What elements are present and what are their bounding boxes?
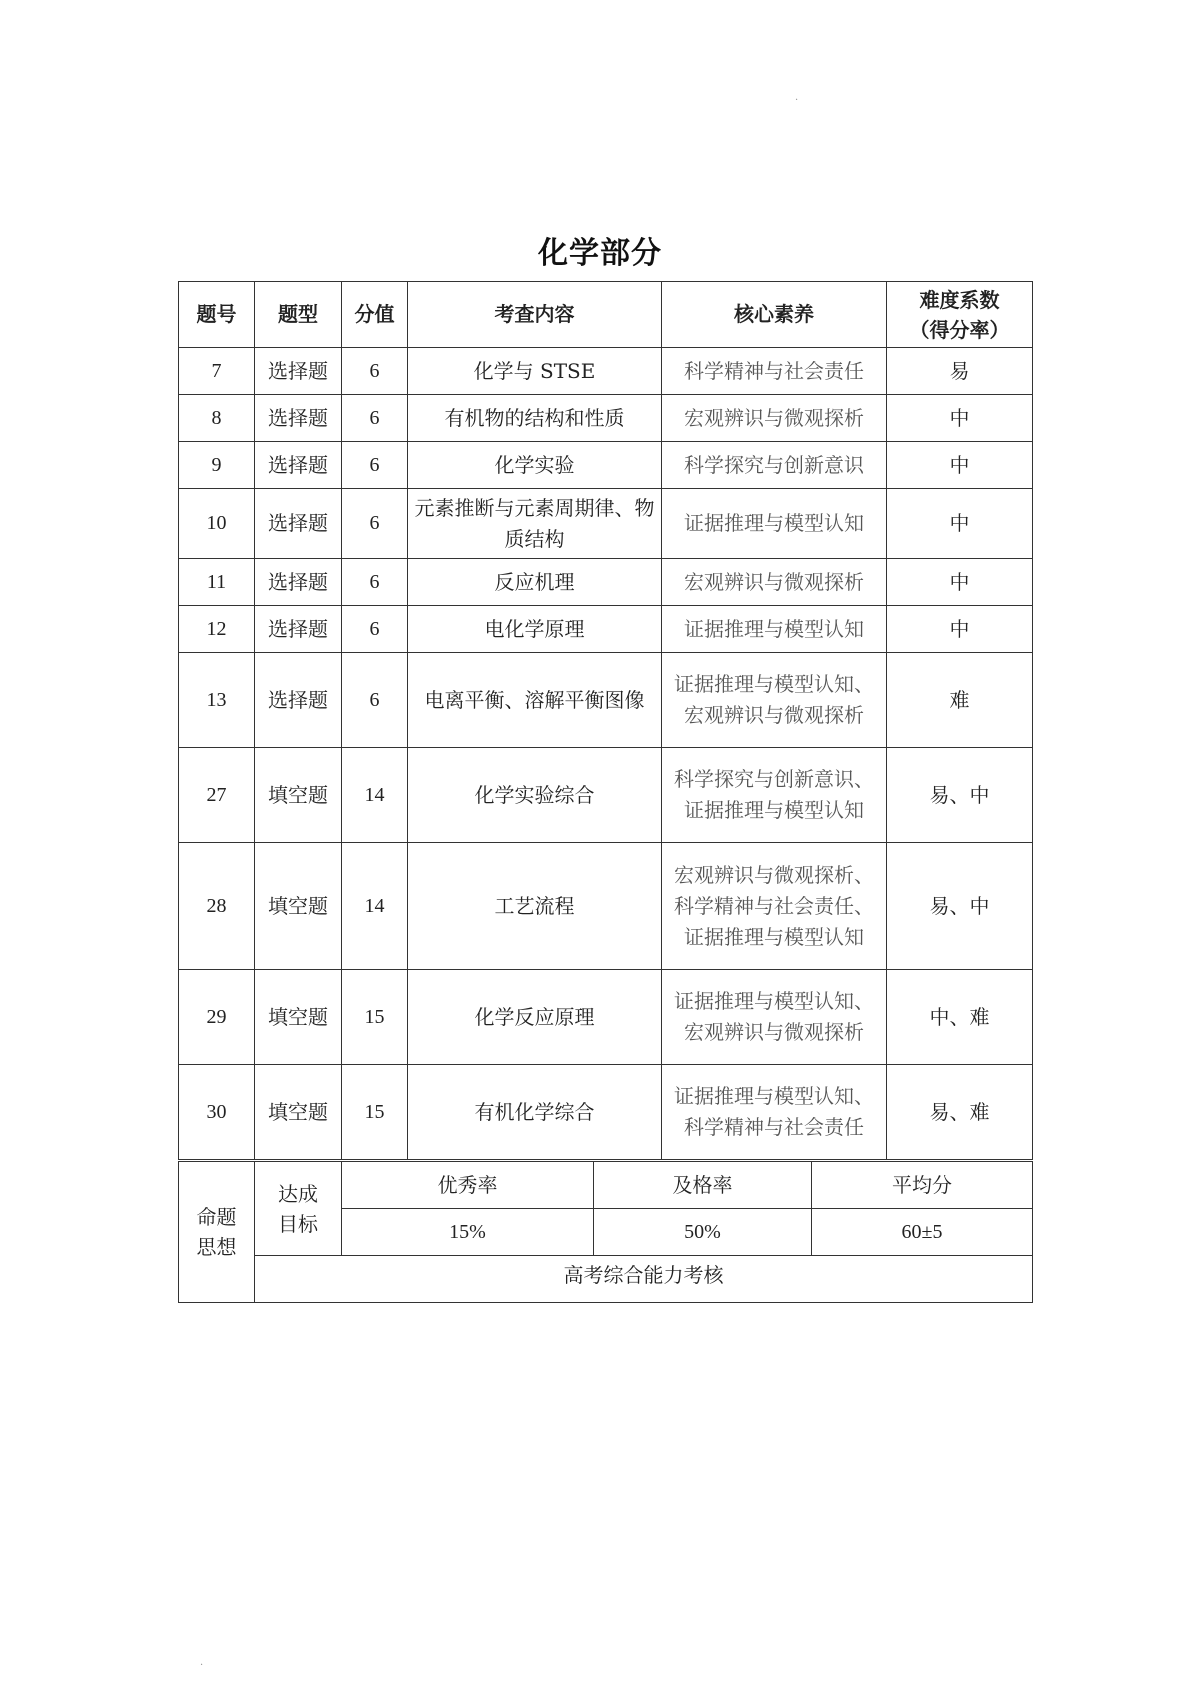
cell-content: 工艺流程 [408,843,662,970]
cell-core-literacy: 科学探究与创新意识 [662,442,887,489]
table-row [179,1065,1033,1160]
header-content: 考查内容 [408,282,662,348]
scan-dot: · [795,95,799,106]
header-question-no: 题号 [179,282,255,348]
table-row [179,442,1033,489]
table-row [179,395,1033,442]
cell-difficulty: 中 [887,395,1033,442]
cell-question-type: 选择题 [255,442,342,489]
cell-question-no: 12 [179,606,255,653]
cell-content: 有机物的结构和性质 [408,395,662,442]
table-row [179,348,1033,395]
cell-question-no: 13 [179,653,255,748]
cell-question-type: 选择题 [255,348,342,395]
table-row [179,970,1033,1065]
cell-difficulty: 中 [887,442,1033,489]
cell-difficulty: 中、难 [887,970,1033,1065]
cell-content: 化学与 STSE [408,348,662,395]
table-row [179,653,1033,748]
cell-content: 有机化学综合 [408,1065,662,1160]
table-row [179,748,1033,843]
cell-score: 14 [342,748,408,843]
cell-score: 6 [342,348,408,395]
cell-score: 6 [342,489,408,559]
cell-question-type: 填空题 [255,1065,342,1160]
cell-question-no: 28 [179,843,255,970]
cell-question-type: 填空题 [255,970,342,1065]
cell-core-literacy: 科学精神与社会责任 [662,348,887,395]
cell-content: 电离平衡、溶解平衡图像 [408,653,662,748]
cell-content: 电化学原理 [408,606,662,653]
cell-difficulty: 中 [887,606,1033,653]
metric-value-average: 60±5 [812,1209,1033,1256]
cell-question-no: 10 [179,489,255,559]
scan-dot: · [200,1660,204,1671]
cell-content: 化学实验 [408,442,662,489]
cell-score: 6 [342,559,408,606]
cell-core-literacy: 证据推理与模型认知、科学精神与社会责任 [662,1065,887,1160]
cell-core-literacy: 证据推理与模型认知 [662,606,887,653]
cell-difficulty: 中 [887,489,1033,559]
cell-score: 6 [342,653,408,748]
cell-question-type: 选择题 [255,559,342,606]
metric-value-pass: 50% [594,1209,812,1256]
cell-difficulty: 易、难 [887,1065,1033,1160]
cell-question-no: 7 [179,348,255,395]
cell-question-no: 30 [179,1065,255,1160]
cell-question-type: 填空题 [255,843,342,970]
cell-question-no: 11 [179,559,255,606]
table-row [179,606,1033,653]
cell-score: 6 [342,442,408,489]
cell-core-literacy: 宏观辨识与微观探析、科学精神与社会责任、证据推理与模型认知 [662,843,887,970]
table-row [179,559,1033,606]
cell-difficulty: 中 [887,559,1033,606]
header-core-literacy: 核心素养 [662,282,887,348]
cell-core-literacy: 宏观辨识与微观探析 [662,559,887,606]
table-row [179,843,1033,970]
target-label: 达成 目标 [255,1162,342,1256]
cell-score: 14 [342,843,408,970]
cell-core-literacy: 证据推理与模型认知 [662,489,887,559]
cell-difficulty: 易 [887,348,1033,395]
summary-text: 高考综合能力考核 [255,1256,1033,1303]
section-label: 命题 思想 [179,1162,255,1303]
cell-core-literacy: 科学探究与创新意识、证据推理与模型认知 [662,748,887,843]
cell-score: 6 [342,606,408,653]
exam-analysis-table [178,281,1033,1160]
table-header-row [179,282,1033,348]
cell-question-type: 填空题 [255,748,342,843]
metric-value-excellent: 15% [342,1209,594,1256]
cell-difficulty: 难 [887,653,1033,748]
cell-question-type: 选择题 [255,489,342,559]
cell-difficulty: 易、中 [887,748,1033,843]
header-score: 分值 [342,282,408,348]
cell-score: 6 [342,395,408,442]
cell-content: 元素推断与元素周期律、物质结构 [408,489,662,559]
metric-header-pass: 及格率 [594,1162,812,1209]
cell-question-no: 9 [179,442,255,489]
cell-content: 反应机理 [408,559,662,606]
cell-core-literacy: 证据推理与模型认知、宏观辨识与微观探析 [662,653,887,748]
proposition-table [178,1161,1033,1303]
cell-question-no: 8 [179,395,255,442]
cell-question-type: 选择题 [255,653,342,748]
cell-question-type: 选择题 [255,606,342,653]
cell-content: 化学反应原理 [408,970,662,1065]
cell-score: 15 [342,970,408,1065]
page-title: 化学部分 [538,236,662,271]
table-row [179,489,1033,559]
cell-score: 15 [342,1065,408,1160]
header-question-type: 题型 [255,282,342,348]
metric-header-average: 平均分 [812,1162,1033,1209]
cell-difficulty: 易、中 [887,843,1033,970]
cell-content: 化学实验综合 [408,748,662,843]
cell-core-literacy: 证据推理与模型认知、宏观辨识与微观探析 [662,970,887,1065]
metric-header-excellent: 优秀率 [342,1162,594,1209]
header-difficulty: 难度系数 （得分率） [887,282,1033,348]
cell-core-literacy: 宏观辨识与微观探析 [662,395,887,442]
cell-question-type: 选择题 [255,395,342,442]
cell-question-no: 27 [179,748,255,843]
cell-question-no: 29 [179,970,255,1065]
